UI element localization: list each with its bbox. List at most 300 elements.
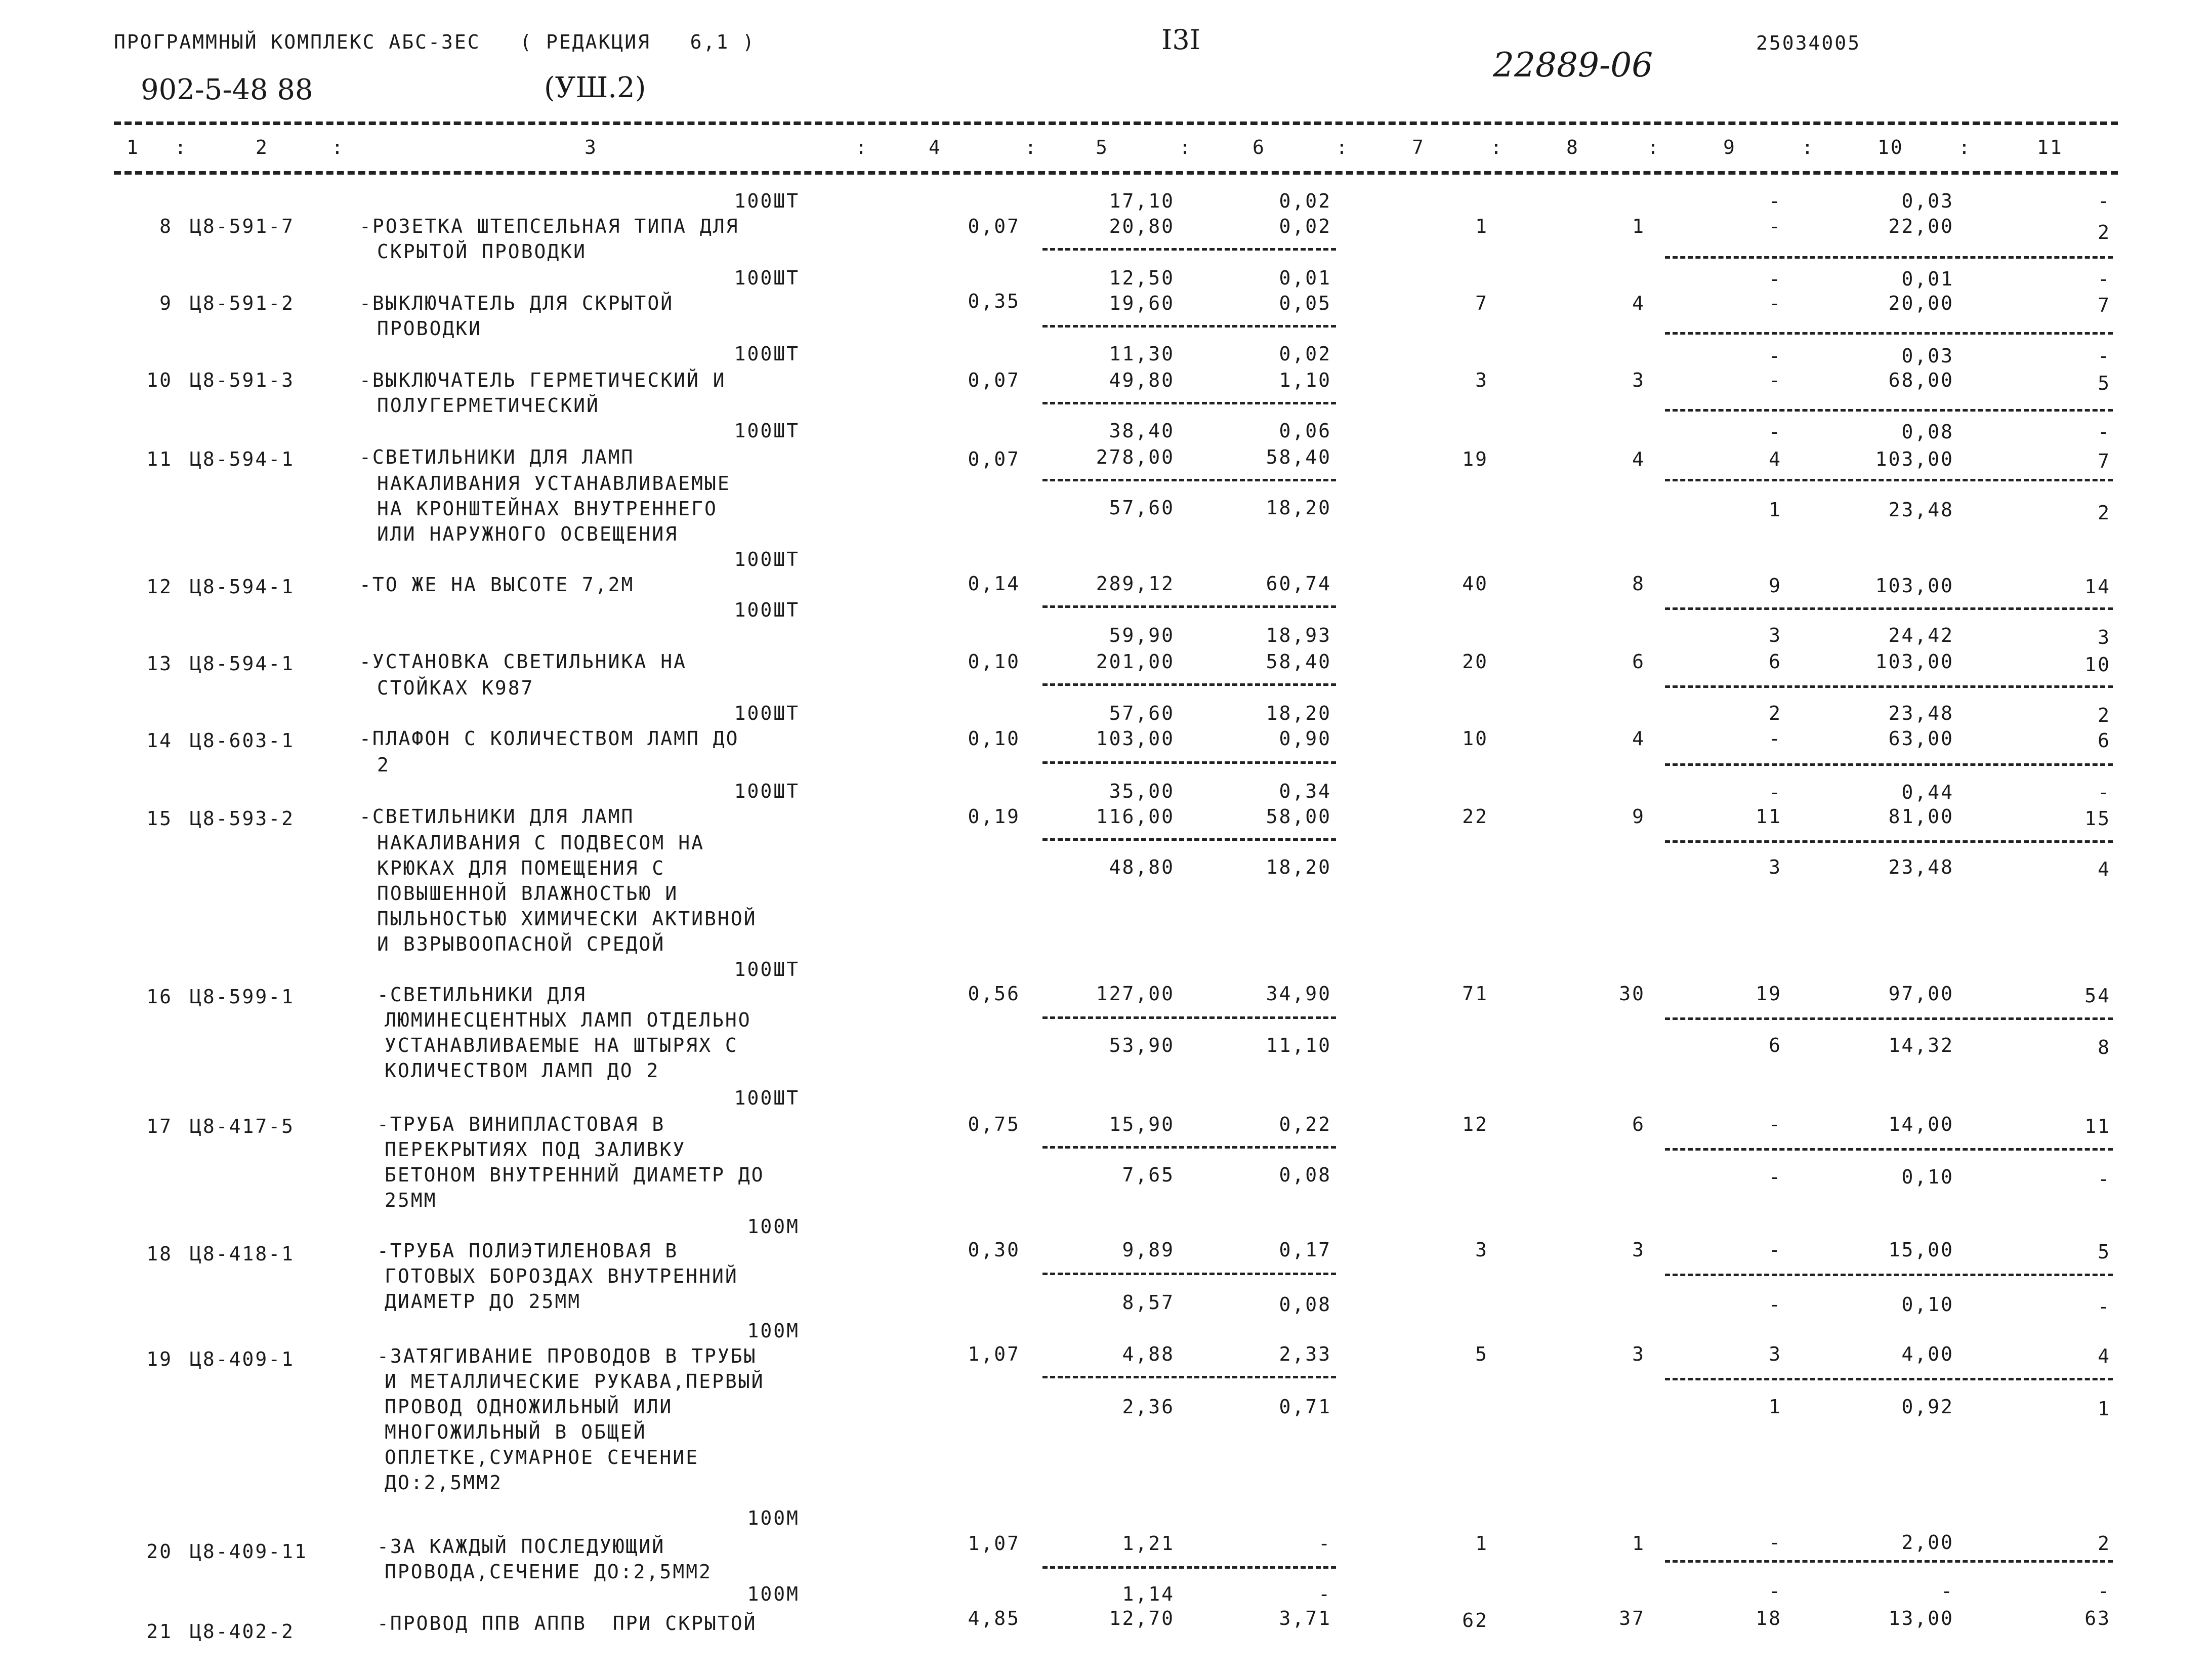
col-header: 3 xyxy=(585,136,598,158)
row-number: 10 xyxy=(146,369,173,391)
rate-code: Ц8-418-1 xyxy=(190,1243,295,1265)
cell-c6: 0,05 xyxy=(1279,292,1331,314)
col-separators: : xyxy=(1647,136,1660,158)
cell-c6: 34,90 xyxy=(1266,983,1331,1005)
work-description-cont: БЕТОНОМ ВНУТРЕННИЙ ДИАМЕТР ДО xyxy=(385,1164,765,1186)
work-description-cont: МНОГОЖИЛЬНЫЙ В ОБЩЕЙ xyxy=(385,1421,647,1443)
row-number: 19 xyxy=(146,1348,173,1370)
col-header: 1 xyxy=(127,136,140,158)
cell-c6-bottom: 18,20 xyxy=(1266,856,1331,878)
sub-rule xyxy=(1042,479,1336,481)
work-description-cont: ОПЛЕТКЕ,СУМАРНОЕ СЕЧЕНИЕ xyxy=(385,1446,699,1468)
cell-c8: 6 xyxy=(1632,650,1645,673)
unit: 100ШТ xyxy=(734,420,800,442)
work-description: -ТО ЖЕ НА ВЫСОТЕ 7,2М xyxy=(359,574,635,596)
cell-c6: 58,40 xyxy=(1266,446,1331,468)
cell-c10-top: 0,44 xyxy=(1901,781,1954,803)
cell-c7: 20 xyxy=(1462,650,1488,673)
cell-c11-bottom: 1 xyxy=(2098,1398,2111,1420)
cell-c6: 0,17 xyxy=(1279,1239,1331,1261)
cell-c6: 1,10 xyxy=(1279,369,1331,391)
cell-c11: 54 xyxy=(2084,985,2111,1007)
cell-c5-bottom: 53,90 xyxy=(1109,1034,1175,1056)
cell-c6: 58,00 xyxy=(1266,805,1331,828)
cell-c10: 103,00 xyxy=(1875,575,1954,597)
work-description: -ТРУБА ПОЛИЭТИЛЕНОВАЯ В xyxy=(377,1240,679,1262)
cell-c6-bottom: 18,20 xyxy=(1266,497,1331,519)
cell-c11-top: - xyxy=(2098,268,2111,290)
col-separators: : xyxy=(1802,136,1815,158)
cell-c11-top: - xyxy=(2098,190,2111,212)
cell-c4: 0,30 xyxy=(968,1239,1020,1261)
cell-c5: 127,00 xyxy=(1096,983,1175,1005)
cell-c7: 7 xyxy=(1475,292,1488,314)
cell-c9: 11 xyxy=(1756,805,1782,828)
work-description: -СВЕТИЛЬНИКИ ДЛЯ ЛАМП xyxy=(359,805,635,828)
table-top-rule xyxy=(114,121,2118,125)
cell-c5: 15,90 xyxy=(1109,1113,1175,1135)
sub-rule xyxy=(1665,763,2113,766)
cell-c7: 62 xyxy=(1462,1609,1488,1631)
sub-rule xyxy=(1665,840,2113,843)
cell-c9: 19 xyxy=(1756,983,1782,1005)
row-number: 11 xyxy=(146,448,173,470)
unit: 100ШТ xyxy=(734,190,800,212)
cell-c9-top: - xyxy=(1769,421,1782,443)
cell-c10-bottom: 0,92 xyxy=(1901,1396,1954,1418)
cell-c9: 4 xyxy=(1769,448,1782,470)
cell-c10: 103,00 xyxy=(1875,448,1954,470)
cell-c11: 63 xyxy=(2084,1607,2111,1629)
col-separators: : xyxy=(175,136,188,158)
cell-c11-bottom: 3 xyxy=(2098,626,2111,648)
cell-c6-top: 0,02 xyxy=(1279,343,1331,365)
cell-c9-bottom: 3 xyxy=(1769,624,1782,646)
work-description-cont: НА КРОНШТЕЙНАХ ВНУТРЕННЕГО xyxy=(377,498,718,520)
row-number: 17 xyxy=(146,1115,173,1137)
cell-c5-top: 17,10 xyxy=(1109,190,1175,212)
sub-rule xyxy=(1042,1016,1336,1019)
rate-code: Ц8-409-1 xyxy=(190,1348,295,1370)
sub-rule xyxy=(1042,1376,1336,1378)
cell-c11-bottom: 2 xyxy=(2098,502,2111,524)
unit: 100ШТ xyxy=(734,780,800,802)
work-description-cont: И МЕТАЛЛИЧЕСКИЕ РУКАВА,ПЕРВЫЙ xyxy=(385,1370,765,1393)
cell-c10: 63,00 xyxy=(1888,727,1954,750)
cell-c7: 3 xyxy=(1475,369,1488,391)
cell-c5-bottom: 59,90 xyxy=(1109,624,1175,646)
row-number: 15 xyxy=(146,807,173,830)
cell-c11: 2 xyxy=(2098,221,2111,243)
sub-rule xyxy=(1042,1566,1336,1569)
cell-c4: 0,07 xyxy=(968,448,1020,470)
cell-c6-top: 0,02 xyxy=(1279,190,1331,212)
program-title: ПРОГРАММНЫЙ КОМПЛЕКС АБС-3ЕС ( РЕДАКЦИЯ 6,1 ) xyxy=(114,31,756,53)
sub-rule xyxy=(1042,838,1336,841)
cell-c4: 0,07 xyxy=(968,215,1020,237)
cell-c8: 3 xyxy=(1632,1239,1645,1261)
cell-c9-top: - xyxy=(1769,781,1782,803)
cell-c5: 103,00 xyxy=(1096,727,1175,750)
sub-rule xyxy=(1665,332,2113,335)
unit: 100М xyxy=(747,1215,800,1238)
unit: 100ШТ xyxy=(734,702,800,724)
cell-c5: 9,89 xyxy=(1122,1239,1175,1261)
cell-c9: 6 xyxy=(1769,650,1782,673)
cell-c5-top: 35,00 xyxy=(1109,780,1175,802)
row-number: 13 xyxy=(146,652,173,675)
cell-c4: 1,07 xyxy=(968,1343,1020,1365)
col-header: 4 xyxy=(929,136,942,158)
handwritten-code: 22889-06 xyxy=(1493,46,1653,85)
cell-c5: 278,00 xyxy=(1096,446,1175,468)
cell-c11: 10 xyxy=(2084,654,2111,676)
work-description-cont: ПОВЫШЕННОЙ ВЛАЖНОСТЬЮ И xyxy=(377,882,679,905)
work-description-cont: ПОЛУГЕРМЕТИЧЕСКИЙ xyxy=(377,394,600,417)
rate-code: Ц8-591-7 xyxy=(190,215,295,237)
row-number: 16 xyxy=(146,986,173,1008)
work-description: -УСТАНОВКА СВЕТИЛЬНИКА НА xyxy=(359,650,687,673)
rate-code: Ц8-591-3 xyxy=(190,369,295,391)
work-description-cont: И ВЗРЫВООПАСНОЙ СРЕДОЙ xyxy=(377,933,665,955)
work-description-cont: СКРЫТОЙ ПРОВОДКИ xyxy=(377,240,587,263)
col-separators: : xyxy=(331,136,345,158)
cell-c4: 0,10 xyxy=(968,650,1020,673)
cell-c11: 7 xyxy=(2098,450,2111,472)
cell-c10: 13,00 xyxy=(1888,1607,1954,1629)
cell-c11-top: 2 xyxy=(2098,704,2111,726)
cell-c8: 3 xyxy=(1632,369,1645,391)
cell-c8: 4 xyxy=(1632,448,1645,470)
rate-code: Ц8-409-11 xyxy=(190,1540,308,1563)
work-description-cont: НАКАЛИВАНИЯ УСТАНАВЛИВАЕМЫЕ xyxy=(377,472,731,495)
cell-c8: 8 xyxy=(1632,573,1645,595)
col-separators: : xyxy=(1025,136,1038,158)
table-header-rule xyxy=(114,171,2118,175)
cell-c5-bottom: 8,57 xyxy=(1122,1291,1175,1314)
work-description-cont: ПРОВОДА,СЕЧЕНИЕ ДО:2,5ММ2 xyxy=(385,1561,712,1583)
cell-c9-bottom: 6 xyxy=(1769,1034,1782,1056)
col-header: 10 xyxy=(1877,136,1904,158)
cell-c10: 20,00 xyxy=(1888,292,1954,314)
cell-c9-bottom: 1 xyxy=(1769,499,1782,521)
rate-code: Ц8-603-1 xyxy=(190,729,295,752)
rate-code: Ц8-599-1 xyxy=(190,986,295,1008)
col-separators: : xyxy=(1179,136,1192,158)
cell-c4: 0,10 xyxy=(968,727,1020,750)
cell-c8: 9 xyxy=(1632,805,1645,828)
cell-c6: 0,02 xyxy=(1279,215,1331,237)
cell-c6-bottom: 0,71 xyxy=(1279,1396,1331,1418)
rate-code: Ц8-593-2 xyxy=(190,807,295,830)
work-description: -ЗА КАЖДЫЙ ПОСЛЕДУЮЩИЙ xyxy=(377,1535,665,1558)
work-description-cont: СТОЙКАХ К987 xyxy=(377,677,534,699)
cell-c5: 20,80 xyxy=(1109,215,1175,237)
cell-c10-top: 0,03 xyxy=(1901,345,1954,367)
cell-c10: 103,00 xyxy=(1875,650,1954,673)
unit: 100М xyxy=(747,1320,800,1342)
sub-rule xyxy=(1042,1273,1336,1275)
cell-c10-top: 23,48 xyxy=(1888,702,1954,724)
cell-c11: 4 xyxy=(2098,1345,2111,1367)
cell-c6: - xyxy=(1318,1532,1331,1555)
cell-c10-top: 0,03 xyxy=(1901,190,1954,212)
cell-c9-bottom: - xyxy=(1769,1166,1782,1188)
row-number: 18 xyxy=(146,1243,173,1265)
cell-c10-bottom: 23,48 xyxy=(1888,856,1954,878)
sub-rule xyxy=(1042,1146,1336,1149)
cell-c10-top: 0,01 xyxy=(1901,268,1954,290)
cell-c10: 2,00 xyxy=(1901,1531,1954,1554)
cell-c9-bottom: 1 xyxy=(1769,1396,1782,1418)
page-number: I3I xyxy=(1161,24,1201,56)
rate-code: Ц8-594-1 xyxy=(190,448,295,470)
row-number: 8 xyxy=(159,215,173,237)
work-description-cont: ЛЮМИНЕСЦЕНТНЫХ ЛАМП ОТДЕЛЬНО xyxy=(385,1009,752,1031)
work-description-cont: ИЛИ НАРУЖНОГО ОСВЕЩЕНИЯ xyxy=(377,523,679,545)
unit: 100ШТ xyxy=(734,1087,800,1109)
unit: 100ШТ xyxy=(734,599,800,621)
work-description-cont: ДО:2,5ММ2 xyxy=(385,1472,503,1494)
project-number: 902-5-48 88 xyxy=(141,73,313,106)
cell-c8: 1 xyxy=(1632,215,1645,237)
cell-c9-bottom: 3 xyxy=(1769,856,1782,878)
rate-code: Ц8-417-5 xyxy=(190,1115,295,1137)
cell-c7: 1 xyxy=(1475,1532,1488,1555)
sub-rule xyxy=(1665,1148,2113,1151)
cell-c10-bottom: 14,32 xyxy=(1888,1034,1954,1056)
col-separators: : xyxy=(1336,136,1349,158)
cell-c8: 37 xyxy=(1619,1607,1645,1629)
cell-c6-bottom: 0,08 xyxy=(1279,1293,1331,1316)
cell-c4: 1,07 xyxy=(968,1532,1020,1555)
cell-c5-top: 1,14 xyxy=(1122,1583,1175,1605)
rate-code: Ц8-402-2 xyxy=(190,1620,295,1643)
cell-c11-bottom: - xyxy=(2098,1168,2111,1190)
row-number: 12 xyxy=(146,576,173,598)
cell-c11: 7 xyxy=(2098,294,2111,316)
work-description-cont: ПРОВОД ОДНОЖИЛЬНЫЙ ИЛИ xyxy=(385,1396,673,1418)
cell-c8: 30 xyxy=(1619,983,1645,1005)
cell-c6: 2,33 xyxy=(1279,1343,1331,1365)
work-description-cont: 2 xyxy=(377,754,390,776)
cell-c7: 40 xyxy=(1462,573,1488,595)
cell-c10-bottom: 0,10 xyxy=(1901,1293,1954,1316)
cell-c4: 0,07 xyxy=(968,369,1020,391)
doc-code: 25034005 xyxy=(1756,32,1861,54)
cell-c5-bottom: 57,60 xyxy=(1109,497,1175,519)
cell-c4: 0,56 xyxy=(968,983,1020,1005)
cell-c4: 0,14 xyxy=(968,573,1020,595)
cell-c11: 15 xyxy=(2084,807,2111,830)
cell-c5: 4,88 xyxy=(1122,1343,1175,1365)
work-description-cont: 25ММ xyxy=(385,1189,437,1211)
cell-c6-bottom: 11,10 xyxy=(1266,1034,1331,1056)
col-header: 9 xyxy=(1723,136,1736,158)
col-separators: : xyxy=(1490,136,1504,158)
work-description: -СВЕТИЛЬНИКИ ДЛЯ xyxy=(377,984,587,1006)
cell-c5-bottom: 7,65 xyxy=(1122,1164,1175,1186)
cell-c10: 22,00 xyxy=(1888,215,1954,237)
unit: 100ШТ xyxy=(734,267,800,289)
cell-c9: - xyxy=(1769,292,1782,314)
cell-c9: - xyxy=(1769,369,1782,391)
cell-c10-top: - xyxy=(1941,1580,1954,1602)
cell-c7: 10 xyxy=(1462,727,1488,750)
sub-rule xyxy=(1042,761,1336,764)
cell-c5-top: 57,60 xyxy=(1109,702,1175,724)
cell-c9: 18 xyxy=(1756,1607,1782,1629)
cell-c8: 4 xyxy=(1632,292,1645,314)
cell-c5-top: 12,50 xyxy=(1109,267,1175,289)
cell-c6: 0,90 xyxy=(1279,727,1331,750)
col-header: 2 xyxy=(256,136,269,158)
col-header: 6 xyxy=(1253,136,1266,158)
work-description: -ПЛАФОН С КОЛИЧЕСТВОМ ЛАМП ДО xyxy=(359,727,739,750)
cell-c9-bottom: - xyxy=(1769,1293,1782,1316)
cell-c9-top: - xyxy=(1769,1580,1782,1602)
work-description-cont: ПЫЛЬНОСТЬЮ ХИМИЧЕСКИ АКТИВНОЙ xyxy=(377,908,757,930)
cell-c4: 0,19 xyxy=(968,805,1020,828)
cell-c7: 19 xyxy=(1462,448,1488,470)
work-description-cont: ПЕРЕКРЫТИЯХ ПОД ЗАЛИВКУ xyxy=(385,1138,686,1161)
cell-c11: 6 xyxy=(2098,729,2111,752)
row-number: 20 xyxy=(146,1540,173,1563)
work-description: -ВЫКЛЮЧАТЕЛЬ ГЕРМЕТИЧЕСКИЙ И xyxy=(359,369,726,391)
cell-c5: 19,60 xyxy=(1109,292,1175,314)
cell-c11-bottom: 8 xyxy=(2098,1036,2111,1058)
sub-rule xyxy=(1042,605,1336,608)
work-description-cont: КОЛИЧЕСТВОМ ЛАМП ДО 2 xyxy=(385,1059,660,1082)
unit: 100М xyxy=(747,1507,800,1529)
work-description: -РОЗЕТКА ШТЕПСЕЛЬНАЯ ТИПА ДЛЯ xyxy=(359,215,739,237)
sub-rule xyxy=(1665,685,2113,688)
cell-c9: - xyxy=(1769,1239,1782,1261)
cell-c6-top: 0,06 xyxy=(1279,420,1331,442)
unit: 100ШТ xyxy=(734,548,800,570)
cell-c6: 60,74 xyxy=(1266,573,1331,595)
volume-label: (УШ.2) xyxy=(544,71,646,104)
cell-c4: 4,85 xyxy=(968,1607,1020,1629)
cell-c11: 11 xyxy=(2084,1115,2111,1137)
cell-c9: 3 xyxy=(1769,1343,1782,1365)
cell-c6-bottom: 18,93 xyxy=(1266,624,1331,646)
cell-c8: 4 xyxy=(1632,727,1645,750)
col-separators: : xyxy=(1958,136,1972,158)
cell-c9-top: - xyxy=(1769,345,1782,367)
sub-rule xyxy=(1042,325,1336,328)
cell-c5: 116,00 xyxy=(1096,805,1175,828)
cell-c5-top: 11,30 xyxy=(1109,343,1175,365)
cell-c5-top: 38,40 xyxy=(1109,420,1175,442)
cell-c10-bottom: 23,48 xyxy=(1888,499,1954,521)
row-number: 14 xyxy=(146,729,173,752)
work-description: -ВЫКЛЮЧАТЕЛЬ ДЛЯ СКРЫТОЙ xyxy=(359,292,674,314)
cell-c4: 0,75 xyxy=(968,1113,1020,1135)
cell-c6-top: - xyxy=(1318,1583,1331,1605)
sub-rule xyxy=(1042,683,1336,686)
row-number: 21 xyxy=(146,1620,173,1643)
row-number: 9 xyxy=(159,292,173,314)
cell-c7: 71 xyxy=(1462,983,1488,1005)
cell-c11-top: - xyxy=(2098,345,2111,367)
cell-c9-top: - xyxy=(1769,190,1782,212)
cell-c11-top: - xyxy=(2098,1580,2111,1602)
cell-c10: 4,00 xyxy=(1901,1343,1954,1365)
work-description-cont: КРЮКАХ ДЛЯ ПОМЕЩЕНИЯ С xyxy=(377,857,665,879)
cell-c7: 5 xyxy=(1475,1343,1488,1365)
cell-c10: 68,00 xyxy=(1888,369,1954,391)
rate-code: Ц8-594-1 xyxy=(190,576,295,598)
cell-c11: 2 xyxy=(2098,1532,2111,1555)
cell-c6: 3,71 xyxy=(1279,1607,1331,1629)
sub-rule xyxy=(1665,479,2113,481)
sub-rule xyxy=(1665,1378,2113,1380)
cell-c6: 0,22 xyxy=(1279,1113,1331,1135)
cell-c7: 1 xyxy=(1475,215,1488,237)
cell-c5: 49,80 xyxy=(1109,369,1175,391)
cell-c11: 14 xyxy=(2084,576,2111,598)
col-header: 11 xyxy=(2037,136,2063,158)
work-description: -ЗАТЯГИВАНИЕ ПРОВОДОВ В ТРУБЫ xyxy=(377,1345,757,1367)
sub-rule xyxy=(1665,409,2113,412)
work-description-cont: ПРОВОДКИ xyxy=(377,317,482,340)
cell-c11-bottom: 4 xyxy=(2098,858,2111,880)
cell-c4: 0,35 xyxy=(968,290,1020,312)
cell-c11-top: - xyxy=(2098,421,2111,443)
cell-c10: 15,00 xyxy=(1888,1239,1954,1261)
cell-c9-top: - xyxy=(1769,268,1782,290)
cell-c5-bottom: 2,36 xyxy=(1122,1396,1175,1418)
cell-c5-bottom: 48,80 xyxy=(1109,856,1175,878)
unit: 100ШТ xyxy=(734,343,800,365)
cell-c6-top: 18,20 xyxy=(1266,702,1331,724)
col-header: 7 xyxy=(1412,136,1425,158)
cell-c7: 12 xyxy=(1462,1113,1488,1135)
cell-c10: 81,00 xyxy=(1888,805,1954,828)
cell-c6-bottom: 0,08 xyxy=(1279,1164,1331,1186)
cell-c10-bottom: 24,42 xyxy=(1888,624,1954,646)
col-separators: : xyxy=(855,136,868,158)
work-description-cont: НАКАЛИВАНИЯ С ПОДВЕСОМ НА xyxy=(377,832,704,854)
cell-c11-bottom: - xyxy=(2098,1295,2111,1318)
cell-c9-top: 2 xyxy=(1769,702,1782,724)
unit: 100М xyxy=(747,1583,800,1605)
cell-c6: 58,40 xyxy=(1266,650,1331,673)
work-description: -ПРОВОД ППВ АППВ ПРИ СКРЫТОЙ xyxy=(377,1612,757,1635)
cell-c10-bottom: 0,10 xyxy=(1901,1166,1954,1188)
sub-rule xyxy=(1042,402,1336,404)
sub-rule xyxy=(1665,256,2113,259)
cell-c10: 97,00 xyxy=(1888,983,1954,1005)
cell-c8: 1 xyxy=(1632,1532,1645,1555)
cell-c6-top: 0,01 xyxy=(1279,267,1331,289)
work-description-cont: ДИАМЕТР ДО 25ММ xyxy=(385,1290,581,1313)
col-header: 5 xyxy=(1096,136,1109,158)
sub-rule xyxy=(1042,248,1336,251)
cell-c5: 201,00 xyxy=(1096,650,1175,673)
cell-c8: 3 xyxy=(1632,1343,1645,1365)
cell-c5: 289,12 xyxy=(1096,573,1175,595)
cell-c5: 1,21 xyxy=(1122,1532,1175,1555)
work-description: -ТРУБА ВИНИПЛАСТОВАЯ В xyxy=(377,1113,665,1135)
sub-rule xyxy=(1665,1274,2113,1276)
cell-c7: 3 xyxy=(1475,1239,1488,1261)
cell-c10-top: 0,08 xyxy=(1901,421,1954,443)
sub-rule xyxy=(1665,607,2113,610)
sub-rule xyxy=(1665,1017,2113,1020)
cell-c8: 6 xyxy=(1632,1113,1645,1135)
